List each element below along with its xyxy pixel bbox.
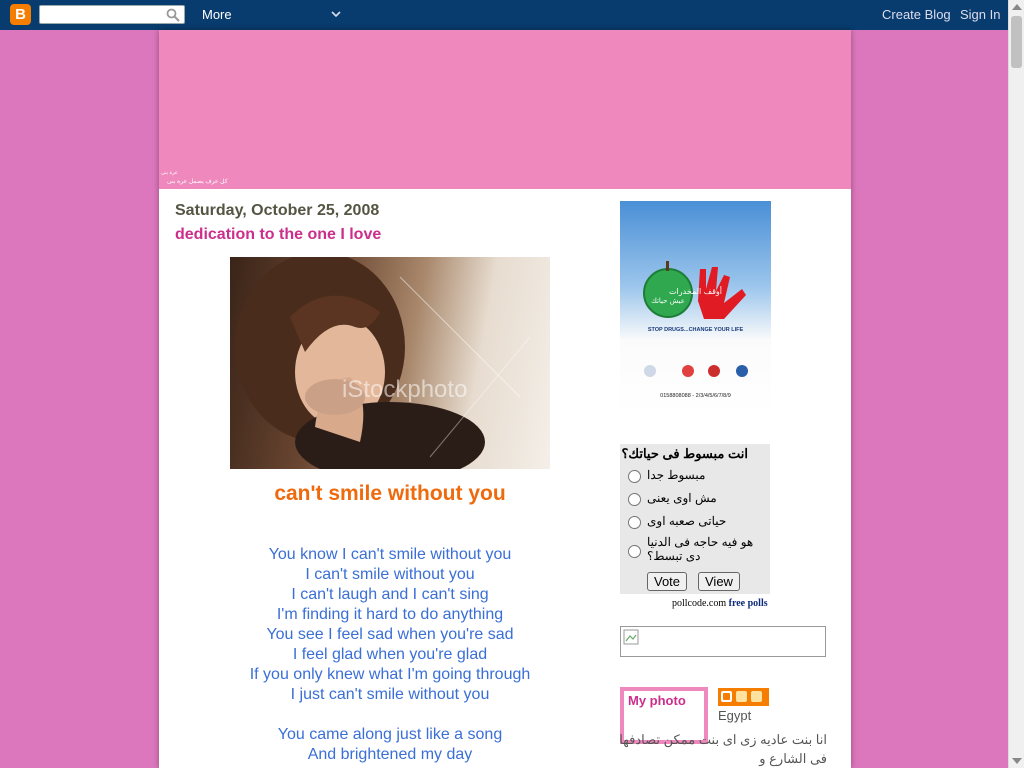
search-input[interactable] xyxy=(39,5,185,24)
blogger-profile-badge[interactable] xyxy=(718,688,769,706)
free-polls-link[interactable]: free polls xyxy=(728,598,768,609)
profile-about: انا بنت عاديه زى اى بنت ممكن تصادفها فى الشارع و xyxy=(619,732,827,766)
chevron-down-icon[interactable] xyxy=(330,8,342,20)
vote-button[interactable]: Vote xyxy=(647,572,687,591)
blog-title[interactable]: عرة بنى xyxy=(161,170,178,176)
lyric-line: I just can't smile without you xyxy=(290,686,490,703)
radio-button[interactable] xyxy=(628,516,641,529)
lyric-line: I can't smile without you xyxy=(305,566,475,583)
post-date: Saturday, October 25, 2008 xyxy=(175,202,380,219)
poll-option-label: هو فيه حاجه فى الدنيا دى تبسط؟ xyxy=(647,535,754,563)
lyric-line: And brightened my day xyxy=(307,746,473,763)
lyric-line xyxy=(159,705,621,725)
broken-image-icon xyxy=(623,629,639,645)
ad-slogan-english: STOP DRUGS...CHANGE YOUR LIFE xyxy=(647,327,744,333)
blog-description: كل عرف يصمل عرة بنى xyxy=(167,179,228,185)
poll-option-label: مبسوط جدا xyxy=(647,468,706,482)
poll-option-label: مش اوى يعنى xyxy=(647,491,717,505)
lyric-line: You came along just like a song xyxy=(277,726,503,743)
view-results-button[interactable]: View xyxy=(698,572,740,591)
broken-image-placeholder xyxy=(620,626,826,657)
radio-button[interactable] xyxy=(628,470,641,483)
sign-in-link[interactable]: Sign In xyxy=(960,7,1001,22)
lyric-line: You know I can't smile without you xyxy=(268,546,512,563)
image-watermark: iStockphoto xyxy=(342,376,468,403)
vertical-scrollbar[interactable] xyxy=(1008,0,1024,768)
profile-location: Egypt xyxy=(718,708,752,723)
praying-woman-image xyxy=(230,257,550,469)
lyric-line: I can't laugh and I can't sing xyxy=(291,586,489,603)
lyric-line: I feel glad when you're glad xyxy=(292,646,488,663)
stop-drugs-graphic xyxy=(620,201,771,416)
post-image[interactable] xyxy=(230,257,550,469)
song-title: can't smile without you xyxy=(274,482,506,505)
post-title[interactable]: dedication to the one I love xyxy=(175,226,382,243)
blog-header xyxy=(159,30,851,189)
scroll-down-arrow-icon[interactable] xyxy=(1012,758,1022,764)
create-blog-link[interactable]: Create Blog xyxy=(882,7,951,22)
scrollbar-thumb[interactable] xyxy=(1011,16,1022,68)
poll-widget xyxy=(620,444,770,594)
lyrics-block xyxy=(159,545,621,765)
blog-page xyxy=(159,30,851,768)
radio-button[interactable] xyxy=(628,545,641,558)
lyric-line: I'm finding it hard to do anything xyxy=(276,606,504,623)
poll-option-label: حياتى صعبه اوى xyxy=(647,514,727,528)
more-menu-button[interactable]: More xyxy=(202,7,232,22)
scroll-up-arrow-icon[interactable] xyxy=(1012,4,1022,10)
pollcode-link[interactable]: pollcode.com xyxy=(672,598,727,609)
profile-photo-alt: My photo xyxy=(628,693,686,708)
blogger-navbar xyxy=(0,0,1024,30)
pollcode-credit xyxy=(672,598,768,609)
ad-slogan-arabic-2: عيش حياتك xyxy=(651,297,685,305)
ad-slogan-arabic: أوقف المخدرات xyxy=(669,287,722,296)
ad-phone: 0158808088 - 2/3/4/5/6/7/8/9 xyxy=(660,393,731,399)
poll-question: انت مبسوط فى حياتك؟ xyxy=(621,446,748,461)
radio-button[interactable] xyxy=(628,493,641,506)
search-icon[interactable] xyxy=(166,8,180,22)
blogger-badge-icon xyxy=(718,688,769,706)
lyric-line: You see I feel sad when you're sad xyxy=(266,626,514,643)
lyric-line: If you only knew what I'm going through xyxy=(249,666,531,683)
blogger-logo-icon[interactable]: B xyxy=(10,4,31,25)
stop-drugs-ad[interactable] xyxy=(620,201,771,416)
